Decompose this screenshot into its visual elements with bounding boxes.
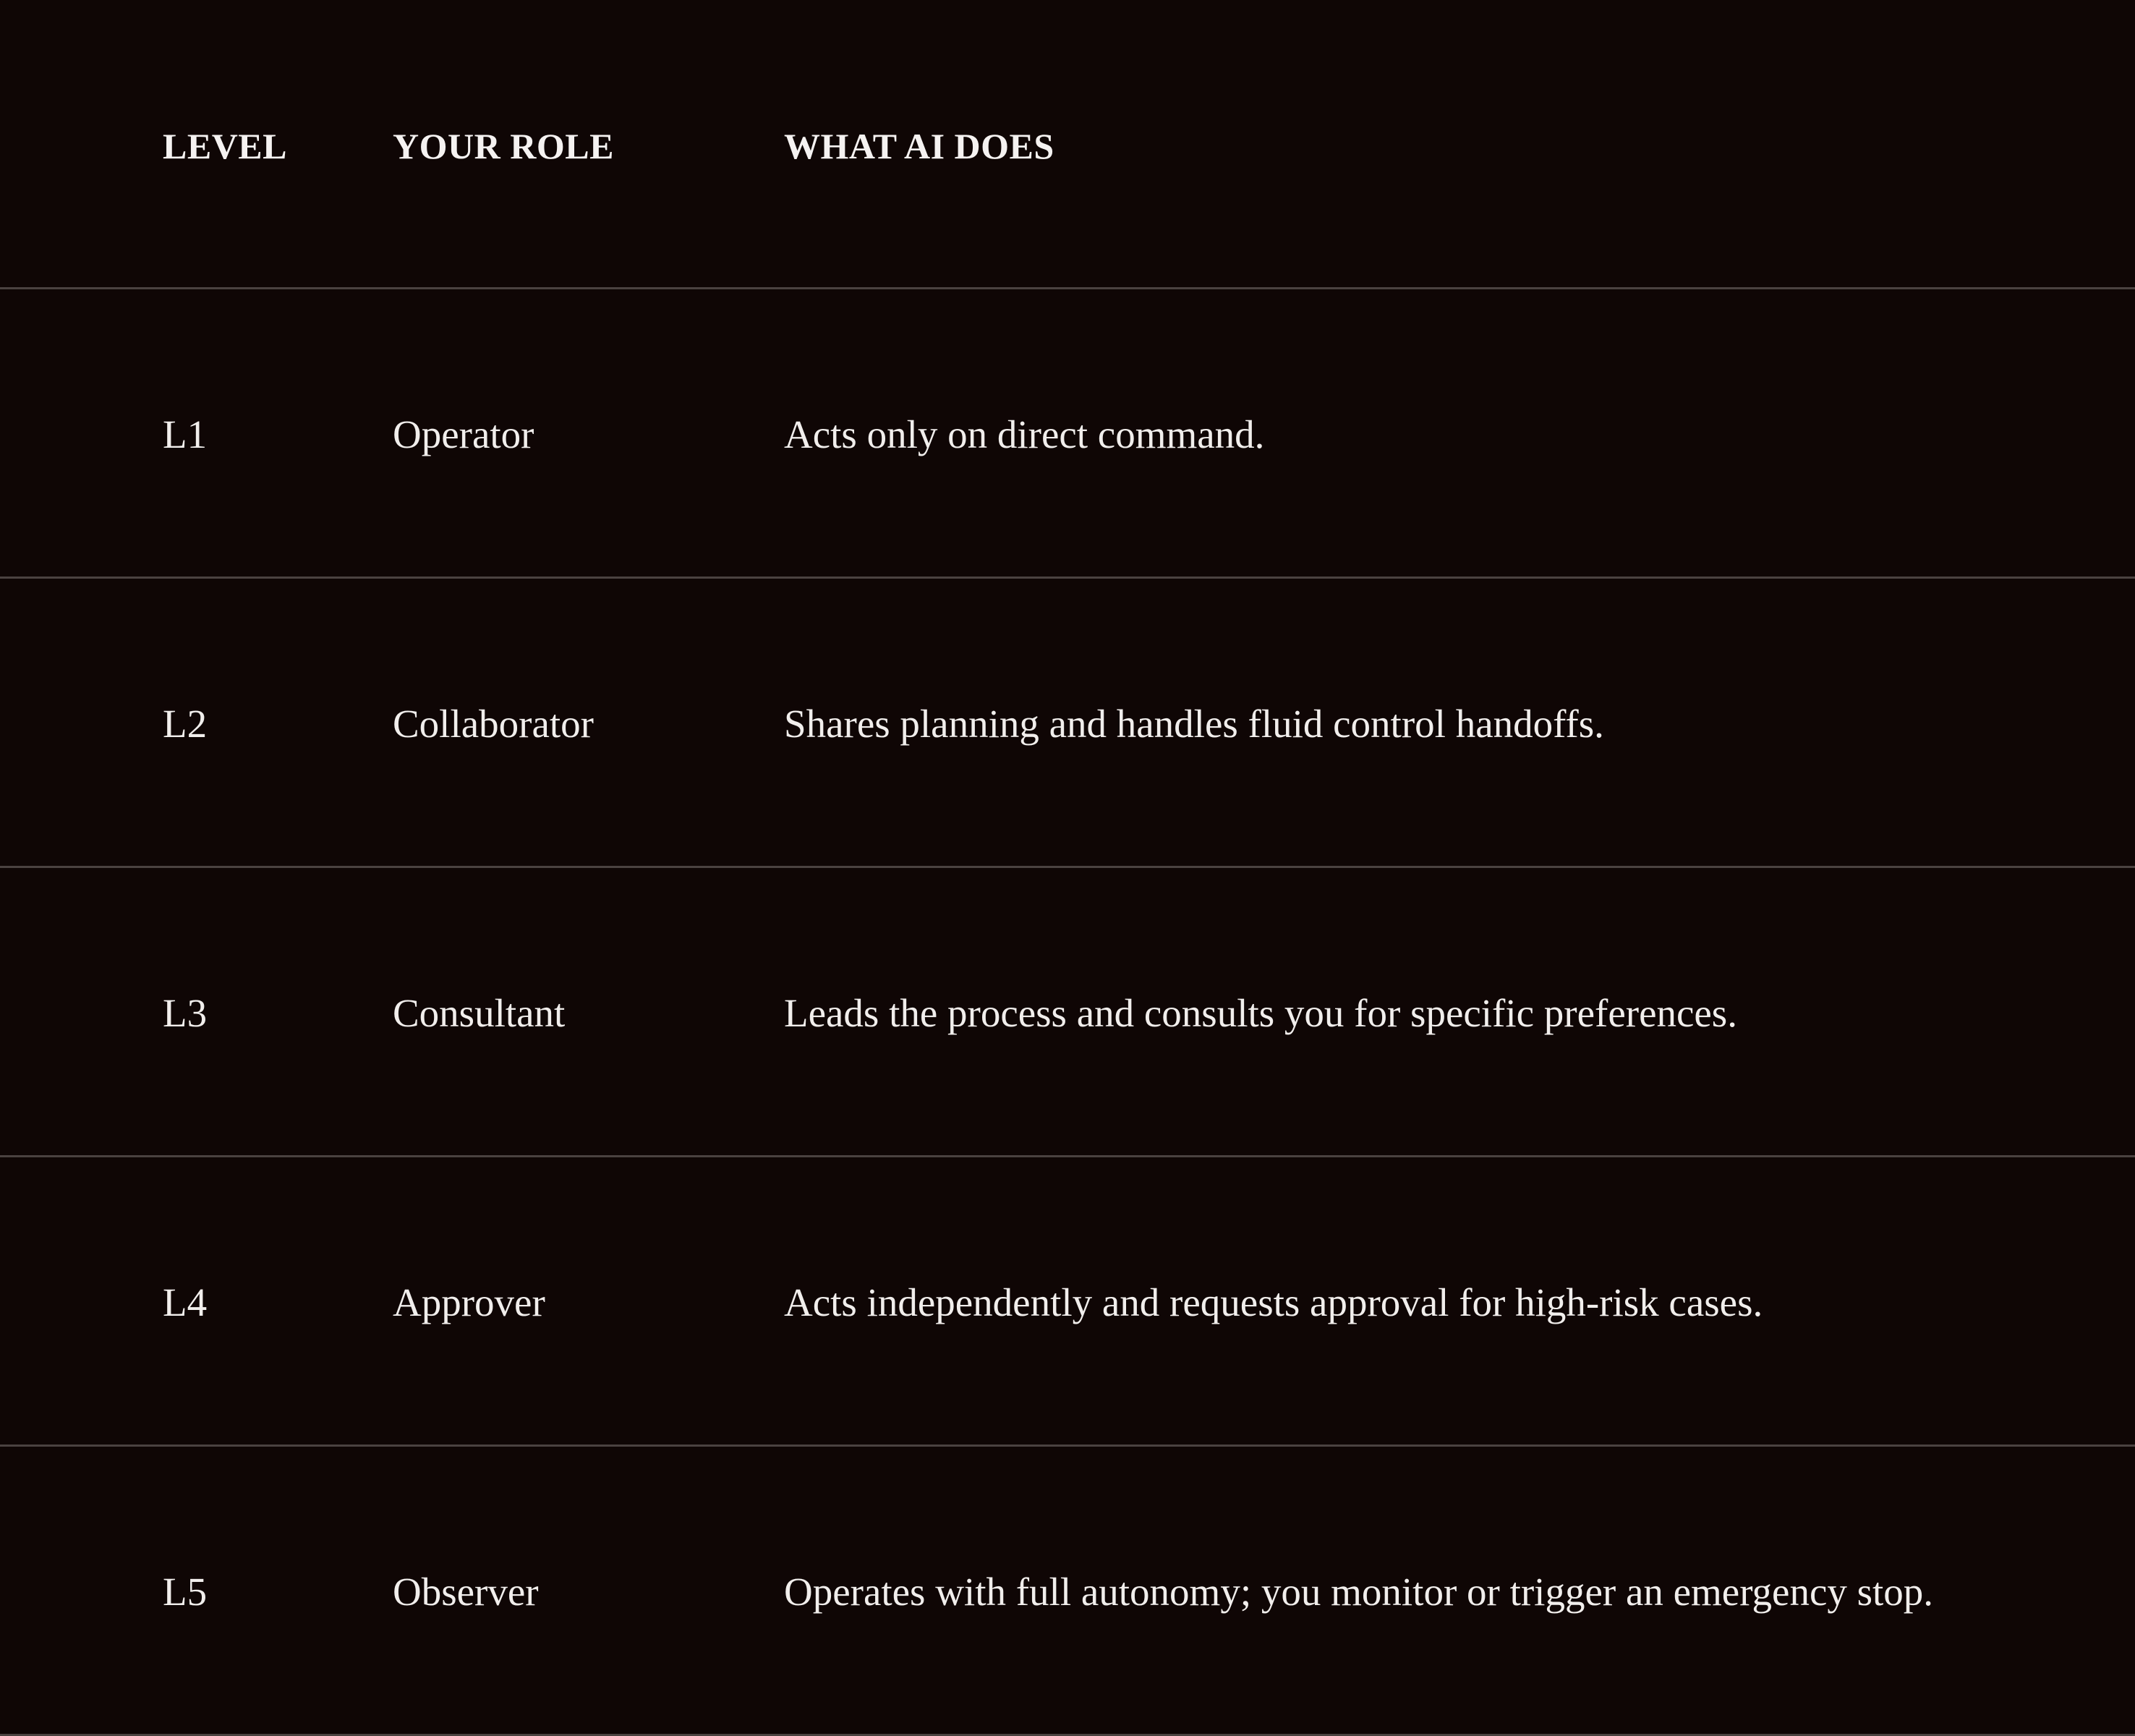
ai-description-cell: Shares planning and handles fluid control handoffs. bbox=[784, 702, 1604, 746]
table-row bbox=[0, 1447, 2135, 1736]
role-cell: Observer bbox=[393, 1570, 539, 1614]
table-row bbox=[0, 868, 2135, 1157]
ai-description-cell: Leads the process and consults you for specific preferences. bbox=[784, 991, 1737, 1035]
ai-description-cell: Acts only on direct command. bbox=[784, 412, 1265, 456]
level-cell: L5 bbox=[163, 1570, 208, 1614]
role-cell: Operator bbox=[393, 412, 534, 456]
header-what-ai-does: WHAT AI DOES bbox=[784, 126, 1054, 166]
role-cell: Collaborator bbox=[393, 702, 594, 746]
role-cell: Consultant bbox=[393, 991, 566, 1035]
role-cell: Approver bbox=[393, 1280, 545, 1324]
table-row bbox=[0, 579, 2135, 868]
level-cell: L2 bbox=[163, 702, 208, 746]
table-header-row bbox=[0, 0, 2135, 289]
ai-description-cell: Acts independently and requests approval for high-risk cases. bbox=[784, 1280, 1763, 1324]
level-cell: L4 bbox=[163, 1280, 208, 1324]
table-row bbox=[0, 289, 2135, 579]
ai-description-cell: Operates with full autonomy; you monitor or trigger an emergency stop. bbox=[784, 1570, 1934, 1614]
level-cell: L1 bbox=[163, 412, 208, 456]
header-level: LEVEL bbox=[163, 126, 288, 166]
header-your-role: YOUR ROLE bbox=[393, 126, 614, 166]
level-cell: L3 bbox=[163, 991, 208, 1035]
table-row bbox=[0, 1157, 2135, 1447]
